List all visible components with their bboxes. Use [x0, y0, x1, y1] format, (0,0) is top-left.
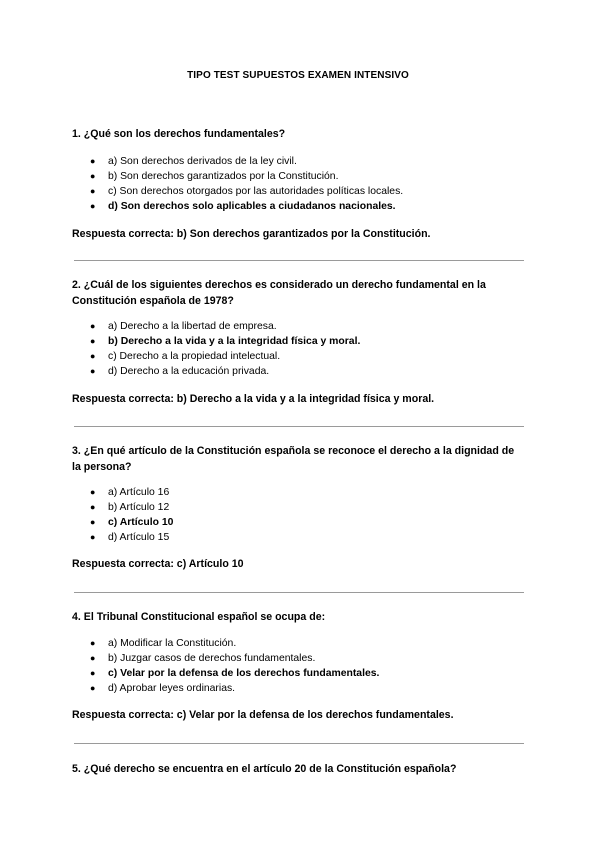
option-4a: ● a) Modificar la Constitución. [90, 638, 237, 649]
option-1b: ● b) Son derechos garantizados por la Constitución. [90, 171, 339, 182]
option-1d: ● d) Son derechos solo aplicables a ciudadanos nacionales. [90, 201, 396, 212]
question-5: 5. ¿Qué derecho se encuentra en el artículo 20 de la Constitución española? [72, 763, 457, 775]
divider-1 [74, 260, 524, 261]
option-2a: ● a) Derecho a la libertad de empresa. [90, 321, 277, 332]
bullet-icon: ● [90, 171, 96, 181]
bullet-icon: ● [90, 668, 96, 678]
bullet-icon: ● [90, 532, 96, 542]
option-4d: ● d) Aprobar leyes ordinarias. [90, 683, 236, 694]
option-4c: ● c) Velar por la defensa de los derechos fundamentales. [90, 668, 380, 679]
bullet-icon: ● [90, 321, 96, 331]
options-list-1 [72, 154, 524, 214]
question-4: 4. El Tribunal Constitucional español se ocupa de: [72, 611, 326, 623]
question-3: 3. ¿En qué artículo de la Constitución española se reconoce el derecho a la dignidad de la persona? [72, 445, 515, 473]
option-2d: ● d) Derecho a la educación privada. [90, 366, 270, 377]
options-list-3 [72, 485, 524, 545]
option-1c: ● c) Son derechos otorgados por las autoridades políticas locales. [90, 186, 404, 197]
divider-2 [74, 426, 524, 427]
bullet-icon: ● [90, 156, 96, 166]
option-4b: ● b) Juzgar casos de derechos fundamentales. [90, 653, 316, 664]
bullet-icon: ● [90, 487, 96, 497]
answer-1: Respuesta correcta: b) Son derechos garantizados por la Constitución. [72, 228, 431, 240]
option-1a: ● a) Son derechos derivados de la ley civil. [90, 156, 297, 167]
bullet-icon: ● [90, 502, 96, 512]
bullet-icon: ● [90, 683, 96, 693]
document-title: TIPO TEST SUPUESTOS EXAMEN INTENSIVO [187, 70, 409, 81]
options-list-4 [72, 636, 524, 696]
options-list-2 [72, 319, 524, 379]
option-3d: ● d) Artículo 15 [90, 532, 170, 543]
option-2b: ● b) Derecho a la vida y a la integridad física y moral. [90, 336, 361, 347]
bullet-icon: ● [90, 638, 96, 648]
bullet-icon: ● [90, 186, 96, 196]
bullet-icon: ● [90, 366, 96, 376]
answer-3: Respuesta correcta: c) Artículo 10 [72, 558, 244, 570]
answer-2: Respuesta correcta: b) Derecho a la vida y a la integridad física y moral. [72, 393, 435, 405]
question-2: 2. ¿Cuál de los siguientes derechos es considerado un derecho fundamental en la Constitución española de 1978? [72, 279, 486, 307]
option-3b: ● b) Artículo 12 [90, 502, 170, 513]
divider-4 [74, 743, 524, 744]
bullet-icon: ● [90, 336, 96, 346]
bullet-icon: ● [90, 351, 96, 361]
question-1: 1. ¿Qué son los derechos fundamentales? [72, 128, 286, 140]
bullet-icon: ● [90, 201, 96, 211]
answer-4: Respuesta correcta: c) Velar por la defensa de los derechos fundamentales. [72, 709, 454, 721]
divider-3 [74, 592, 524, 593]
bullet-icon: ● [90, 653, 96, 663]
option-2c: ● c) Derecho a la propiedad intelectual. [90, 351, 281, 362]
option-3c: ● c) Artículo 10 [90, 517, 174, 528]
bullet-icon: ● [90, 517, 96, 527]
option-3a: ● a) Artículo 16 [90, 487, 170, 498]
